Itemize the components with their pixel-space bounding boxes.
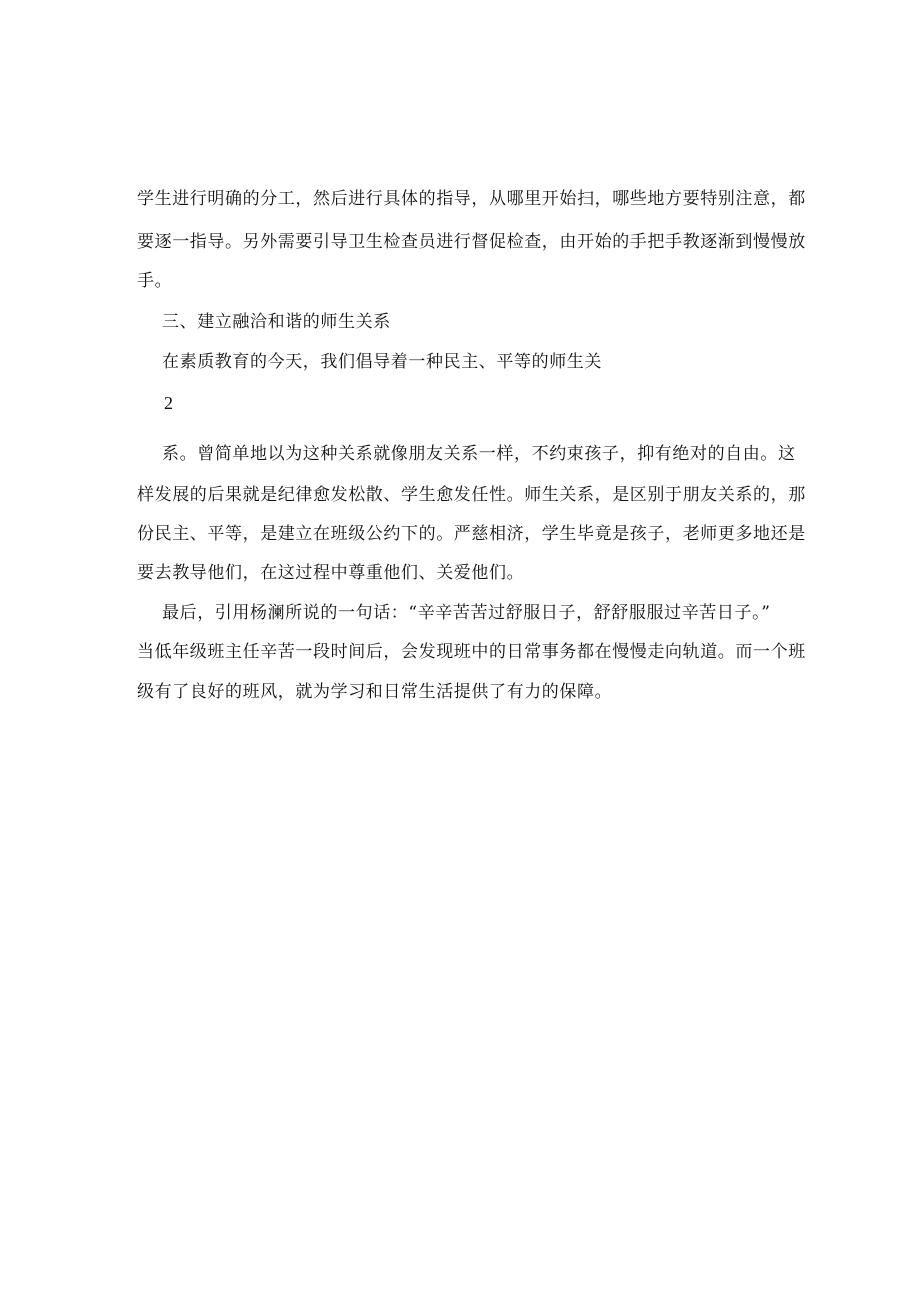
paragraph-line: 样发展的后果就是纪律愈发松散、学生愈发任性。师生关系，是区别于朋友关系的，那 [137,485,806,505]
page-number: 2 [164,393,173,413]
section-heading: 三、建立融洽和谐的师生关系 [162,312,391,332]
paragraph-line: 手。 [137,271,173,291]
paragraph-line: 份民主、平等，是建立在班级公约下的。严慈相济，学生毕竟是孩子，老师更多地还是 [137,524,806,544]
paragraph-line: 最后，引用杨澜所说的一句话：“辛辛苦苦过舒服日子，舒舒服服过辛苦日子。” [162,603,771,623]
paragraph-line: 要去教导他们，在这过程中尊重他们、关爱他们。 [137,563,525,583]
section-intro-line: 在素质教育的今天，我们倡导着一种民主、平等的师生关 [162,352,602,372]
paragraph-line: 级有了良好的班风，就为学习和日常生活提供了有力的保障。 [137,682,613,702]
paragraph-line: 学生进行明确的分工，然后进行具体的指导，从哪里开始扫，哪些地方要特别注意，都 [137,189,806,209]
paragraph-line: 当低年级班主任辛苦一段时间后，会发现班中的日常事务都在慢慢走向轨道。而一个班 [137,642,806,662]
paragraph-line: 要逐一指导。另外需要引导卫生检查员进行督促检查，由开始的手把手教逐渐到慢慢放 [137,232,806,252]
paragraph-line: 系。曾简单地以为这种关系就像朋友关系一样，不约束孩子，抑有绝对的自由。这 [162,444,796,464]
